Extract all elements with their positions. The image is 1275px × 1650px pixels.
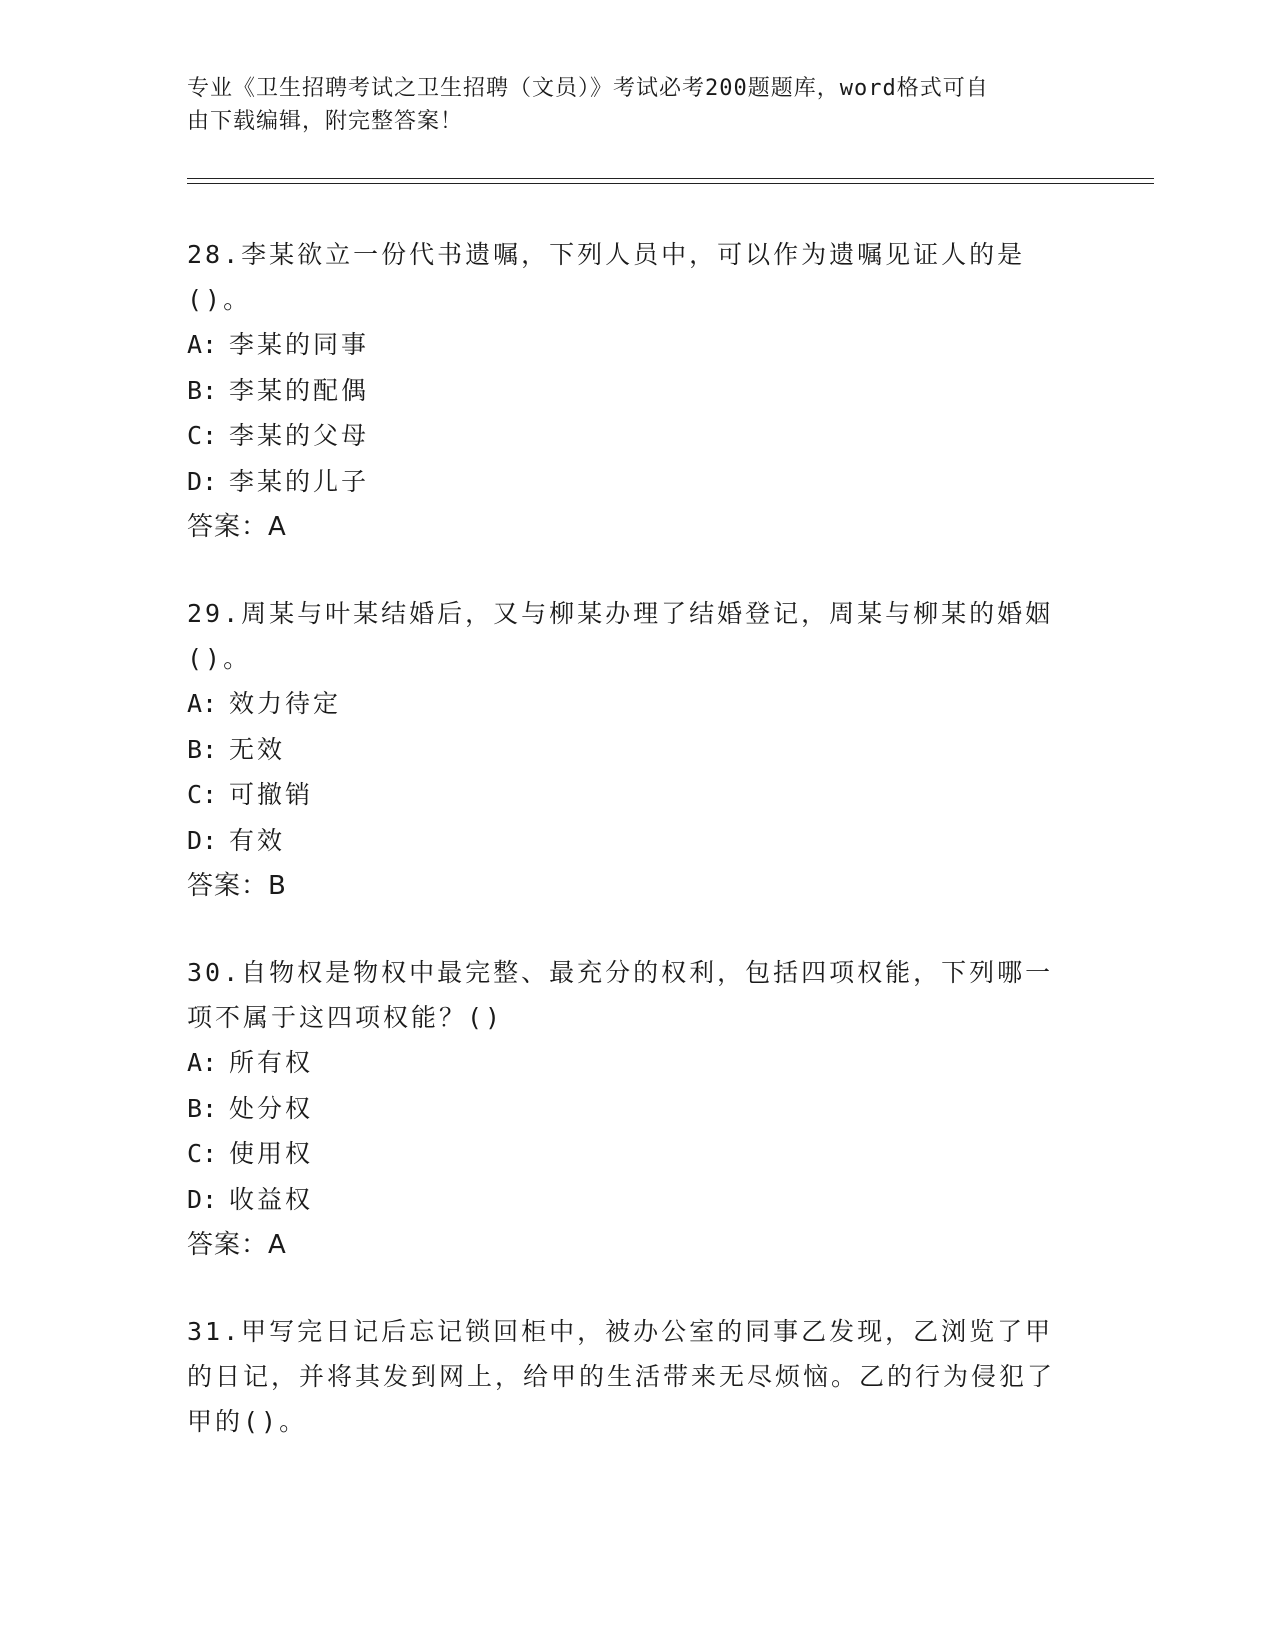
option-label: C:	[187, 1139, 218, 1168]
option-a	[187, 1040, 1077, 1086]
option-c	[187, 413, 1077, 459]
option-label: D:	[187, 466, 218, 496]
option-text: 李某的同事	[229, 330, 370, 359]
option-label: B:	[187, 375, 218, 405]
option-text: 李某的父母	[229, 421, 370, 450]
option-b	[187, 727, 1077, 773]
option-text: 李某的配偶	[229, 375, 370, 405]
question-29	[187, 591, 1077, 909]
option-label: C:	[187, 780, 218, 809]
option-d	[187, 1177, 1077, 1223]
header-line-1: 专业《卫生招聘考试之卫生招聘（文员）》考试必考200题题库，word格式可自	[187, 76, 989, 101]
option-text: 效力待定	[229, 689, 342, 718]
option-d	[187, 818, 1077, 864]
option-c	[187, 772, 1077, 818]
option-text: 李某的儿子	[229, 466, 370, 496]
option-label: C:	[187, 421, 218, 450]
question-stem: 28.李某欲立一份代书遗嘱，下列人员中，可以作为遗嘱见证人的是()。	[187, 240, 1026, 314]
option-text: 所有权	[229, 1048, 314, 1077]
header-divider-bottom	[187, 183, 1154, 184]
question-28	[187, 232, 1077, 550]
answer-key: 答案：A	[187, 512, 287, 542]
header-divider-top	[187, 178, 1154, 179]
option-text: 无效	[229, 734, 286, 764]
option-c	[187, 1131, 1077, 1177]
question-31	[187, 1309, 1077, 1444]
option-label: A:	[187, 689, 218, 718]
option-label: D:	[187, 825, 218, 855]
option-label: A:	[187, 1048, 218, 1077]
answer-key: 答案：B	[187, 871, 287, 901]
option-text: 使用权	[229, 1139, 314, 1168]
question-stem: 29.周某与叶某结婚后，又与柳某办理了结婚登记，周某与柳某的婚姻()。	[187, 599, 1054, 673]
option-d	[187, 459, 1077, 505]
option-label: B:	[187, 1093, 218, 1123]
option-a	[187, 681, 1077, 727]
option-text: 收益权	[229, 1184, 314, 1214]
option-text: 可撤销	[229, 780, 314, 809]
question-30	[187, 950, 1077, 1268]
document-header	[187, 72, 1067, 138]
option-b	[187, 1086, 1077, 1132]
answer-key: 答案：A	[187, 1230, 287, 1260]
option-text: 处分权	[229, 1093, 314, 1123]
option-a	[187, 322, 1077, 368]
question-stem: 31.甲写完日记后忘记锁回柜中，被办公室的同事乙发现，乙浏览了甲的日记，并将其发到网上，给甲的生活带来无尽烦恼。乙的行为侵犯了甲的()。	[187, 1317, 1056, 1436]
option-label: B:	[187, 734, 218, 764]
option-label: D:	[187, 1184, 218, 1214]
option-b	[187, 368, 1077, 414]
question-stem: 30.自物权是物权中最完整、最充分的权利，包括四项权能，下列哪一项不属于这四项权能？()	[187, 958, 1054, 1032]
option-label: A:	[187, 330, 218, 359]
option-text: 有效	[229, 825, 286, 855]
question-list	[187, 232, 1077, 1485]
header-line-2: 由下载编辑，附完整答案！	[187, 109, 464, 134]
